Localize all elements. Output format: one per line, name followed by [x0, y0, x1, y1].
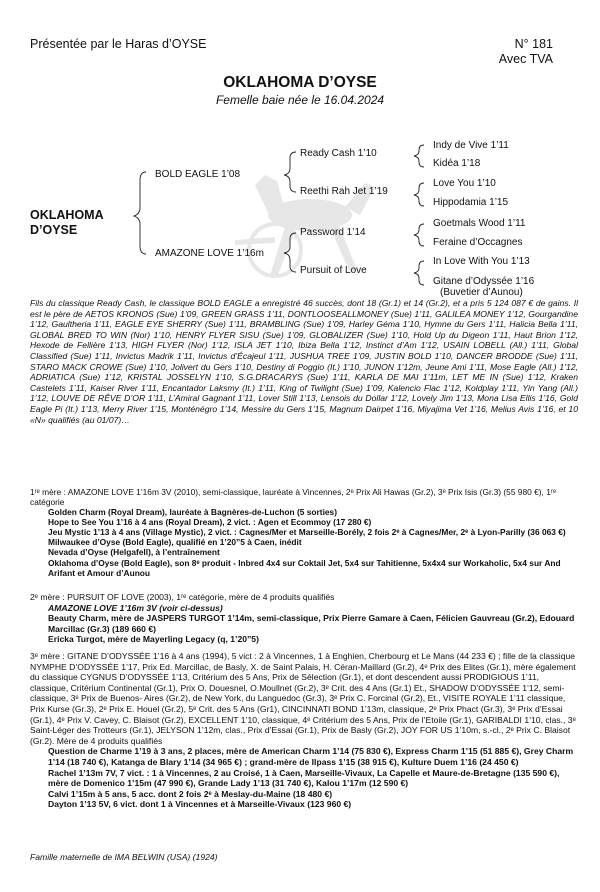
third-dam-section — [30, 651, 578, 810]
pedigree-ggp-6: Feraine d’Occagnes — [433, 237, 523, 248]
horse-name: OKLAHOMA D’OYSE — [223, 74, 377, 91]
pedigree-horse-line1: OKLAHOMA — [30, 208, 104, 222]
third-dam-heading: 3ᵉ mère : GITANE D’ODYSSÉE 1’16 à 4 ans (1994), 5 vict : 2 à Vincennes, 1 à Enghien, Cherbourg et Le Mans (44 233 €) ; fille de la classique NYMPHE D’ODYSSÉE 1’17, Prix Ed. Marcillac, de Basly, X. de Saint Palais, H. Céran-Maillard (Gr.2), 4ᵉ Prix des Elites (Gr.1), mère également du classique CYGNUS D’ODYSSÉE 1’13, Critérium des 5 Ans, Prix de Sélection (Gr.1), et dont descendent aussi PRODIGIOUS 1’11, classique, Critérium Continental (Gr.1), Prix O. Douesnel, O.Moullnet (Gr.2), 3ᵉ Crit. des 4 Ans (Gr.1) Et., SHADOW D’ODYSSÉE 1’12, semi-classique, 3ᵉ Prix de Buenos- Aires (Gr.2), de New York, du Languedoc (Gr.3), 3ᵉ Prix C. Forcinal (Gr.2), Et., VISITE ROYALE 1’11 classique, Prix Kurse (Gr.3), 2ᵉ Prix E. Houel (Gr.2), 5ᵉ Crit. des 5 Ans (Gr1), CINCINNATI BOND 1’13m, classique, 2ᵉ Prix Phact (Gr.3), 3ᵉ Prix d’Essai (Gr.1), 4ᵉ Prix V. Cavey, C. Blaisot (Gr.2), EXCELLENT 1’10, classique, 4ᵉ Critérium des 5 Ans, Prix de l’Etoile (Gr.1), GARIBALDI 1’10, clas., 3ᵉ Saint-Léger des Trotteurs (Gr.1), JELYSON 1’12m, clas., Prix d’Essai (Gr.1), Prix de Basly (Gr.2), JOY FOR US 1’10m, s.-cl., 2ᵉ Prix C. Blaisot (Gr.2). Mère de 4 produits qualifiés — [30, 651, 576, 746]
first-dam-produce-2: Hope to See You 1’16 à 4 ans (Royal Dream), 2 vict. : Agen et Ecommoy (17 280 €) — [48, 517, 372, 528]
pedigree-ggp-1: Indy de Vive 1’11 — [433, 140, 509, 151]
first-dam-produce-4: Milwaukee d’Oyse (Bold Eagle), qualifié en 1’20”5 à Caen, inédit — [48, 537, 302, 548]
pedigree-horse-line2: D’OYSE — [30, 223, 78, 237]
pedigree-dam-sire: Password 1’14 — [300, 227, 366, 238]
second-dam-heading: 2ᵉ mère : PURSUIT OF LOVE (2003), 1ʳᵉ catégorie, mère de 4 produits qualifiés — [30, 592, 335, 602]
lot-number: N° 181 — [514, 37, 553, 51]
consignor-label: Présentée par le Haras d’OYSE — [30, 37, 207, 51]
first-dam-heading: 1ʳᵉ mère : AMAZONE LOVE 1’16m 3V (2010), semi-classique, lauréate à Vincennes, 2ᵉ Prix Ali Hawas (Gr.2), 3ᵉ Prix Isis (Gr.3) (55 980 €), 1ʳᵉ catégorie — [30, 487, 556, 508]
first-dam-produce-3: Jeu Mystic 1’13 à 4 ans (Village Mystic), 2 vict. : Cagnes/Mer et Marseille-Borély, 2 fois 2ᵉ à Cagnes/Mer, 2ᵉ à Lyon-Parilly (36 063 €) — [48, 527, 566, 538]
pedigree-sire-sire: Ready Cash 1’10 — [300, 148, 377, 159]
pedigree-dam: AMAZONE LOVE 1’16m — [155, 248, 264, 259]
first-dam-produce-1: Golden Charm (Royal Dream), lauréate à Bagnères-de-Luchon (5 sorties) — [48, 507, 338, 518]
pedigree-ggp-2: Kidéa 1’18 — [433, 158, 481, 169]
sire-intro-text: Fils du classique Ready Cash, le classique BOLD EAGLE a enregistré 46 succès, dont 18 (Gr.1) et 14 (Gr.2), et a pris 5 124 087 € de gains. Il est le père de AETOS KRONOS (Sue) 1’09, GREEN GRASS 1’11, DONTLOOSEALLMONEY (Sue) 1’11, GALILEA MONEY 1’12, Gourgandine 1’12, Gaultheria 1’11, EAGLE EYE SHERRY (Sue) 1’11, BRAMBLING (Sue) 1’09, Harley Géma 1’10, Hymne du Gers 1’11, Halicia Bella 1’11, GLOBAL BRED TO WIN (Nor) 1’10, HENRY FLYER SISU (Sue) 1’09, GLOBALIZER (Sue) 1’10, Hold Up du Digeon 1’11, Haut Brion 1’12, Hexode de Fellière 1’13, HIGH FLYER (Nor) 1’12, ISLA JET 1’10, Ibiza Bella 1’12, Instinct d’Am 1’12, USAIN LOBELL (All.) 1’11, Global Classified (Sue) 1’11, Invictus Madrik 1’11, Invictus d’Écajeul 1’11, JUSHUA TREE 1’09, JUSTIN BOLD 1’10, DANCER BRODDE (Sue) 1’11, STARO MACK CROWE (Sue) 1’10, Jolivert du Gers 1’10, Destiny di Poggio (It.) 1’10, JUNON 1’12m, Jeune Ami 1’11, Mose Eagle (All.) 1’12, ADRIATICA (Sue) 1’12, KRISTAL JOSSELYN 1’10, S.G.DRACARYS (Sue) 1’11, KARLA DE MAI 1’11m, LET ME IN (Sue) 1’12, Kraken Castelets 1’11, Kaiser River 1’11, Encantador Laksmy (It.) 1’11, King of Twilight (Sue) 1’09, Kalencio Flac 1’12, Koldplay 1’11, Yin Yang (All.) 1’12, LOUVE DE RÊVE D’OR 1’11, L’Amiral Gagnant 1’11, Lover Still 1’13, Lensois du Dollar 1’12, Lovely Jim 1’13, Mona Lisa Ellis 1’16, Gold Eagle Pi (It.) 1’13, Merry River 1’15, Monténégro 1’14, Messire du Gers 1’15, Magnum Dairpet 1’16, Miyajima Vet 1’16, Melius Avis 1’16, et 10 «N» qualifiés (au 01/07)… — [30, 298, 578, 425]
first-dam-produce-5: Nevada d’Oyse (Helgafell), à l’entraînement — [48, 547, 220, 558]
first-dam-produce-6: Oklahoma d’Oyse (Bold Eagle), son 8ᵉ produit - Inbred 4x4 sur Coktail Jet, 5x4 sur Tahitienne, 5x4x4 sur Workaholic, 5x4 sur And Arifant et Amour d’Aunou — [48, 557, 561, 578]
pedigree-ggp-4: Hippodamia 1’15 — [433, 197, 509, 208]
second-dam-produce-1: AMAZONE LOVE 1’16m 3V (voir ci-dessus) — [48, 602, 223, 613]
third-dam-produce-2: Rachel 1’13m 7V, 7 vict. : 1 à Vincennes, 2 au Croisé, 1 à Caen, Marseille-Vivaux, La Capelle et Maure-de-Bretagne (135 590 €), mère de Domenico 1’15m (47 990 €), Grande Lady 1’13 (31 740 €), Kalou 1’17m (12 590 €) — [48, 767, 560, 789]
pedigree-ggp-3: Love You 1’10 — [433, 178, 496, 189]
pedigree-sire-dam: Reethi Rah Jet 1’19 — [300, 186, 388, 197]
pedigree-horse-name — [30, 208, 104, 238]
pedigree-ggp-5: Goetmals Wood 1’11 — [433, 218, 526, 229]
pedigree-ggp-7: In Love With You 1’13 — [433, 256, 530, 267]
horse-description: Femelle baie née le 16.04.2024 — [215, 93, 385, 107]
pedigree-ggp-9: (Buvetier d’Aunou) — [440, 287, 523, 298]
pedigree-sire: BOLD EAGLE 1’08 — [155, 169, 241, 180]
second-dam-section — [30, 592, 578, 645]
pedigree-dam-dam: Pursuit of Love — [300, 265, 367, 276]
sire-intro-paragraph — [30, 298, 578, 425]
first-dam-section — [30, 487, 578, 578]
second-dam-produce-3: Ericka Turgot, mère de Mayerling Legacy (q, 1’20”5) — [48, 634, 259, 645]
third-dam-produce-1: Question de Charme 1’19 à 3 ans, 2 places, mère de American Charm 1’14 (75 830 €), Express Charm 1’15 (51 885 €), Grey Charm 1’14 (18 740 €), Katanga de Blary 1’14 (34 965 €) ; grand-mère de Ilpass 1’15 (38 915 €), Kulture Duem 1’16 (24 450 €) — [48, 746, 574, 767]
pedigree-ggp-8: Gitane d’Odyssée 1’16 — [433, 276, 535, 287]
second-dam-produce-2: Beauty Charm, mère de JASPERS TURGOT 1’14m, semi-classique, Prix Pierre Gamare à Caen, Félicien Gauvreau (Gr.2), Edouard Marcillac (Gr.3) (189 660 €) — [48, 613, 575, 634]
vat-label: Avec TVA — [498, 52, 553, 66]
third-dam-produce-3: Calvi 1’15m à 5 ans, 5 acc. dont 2 fois 2ᵉ à Meslay-du-Maine (18 480 €) — [48, 788, 333, 799]
third-dam-produce-4: Dayton 1’13 5V, 6 vict. dont 1 à Vincennes et à Marseille-Vivaux (123 960 €) — [48, 799, 352, 810]
maternal-family-footer: Famille maternelle de IMA BELWIN (USA) (1924) — [30, 852, 218, 862]
